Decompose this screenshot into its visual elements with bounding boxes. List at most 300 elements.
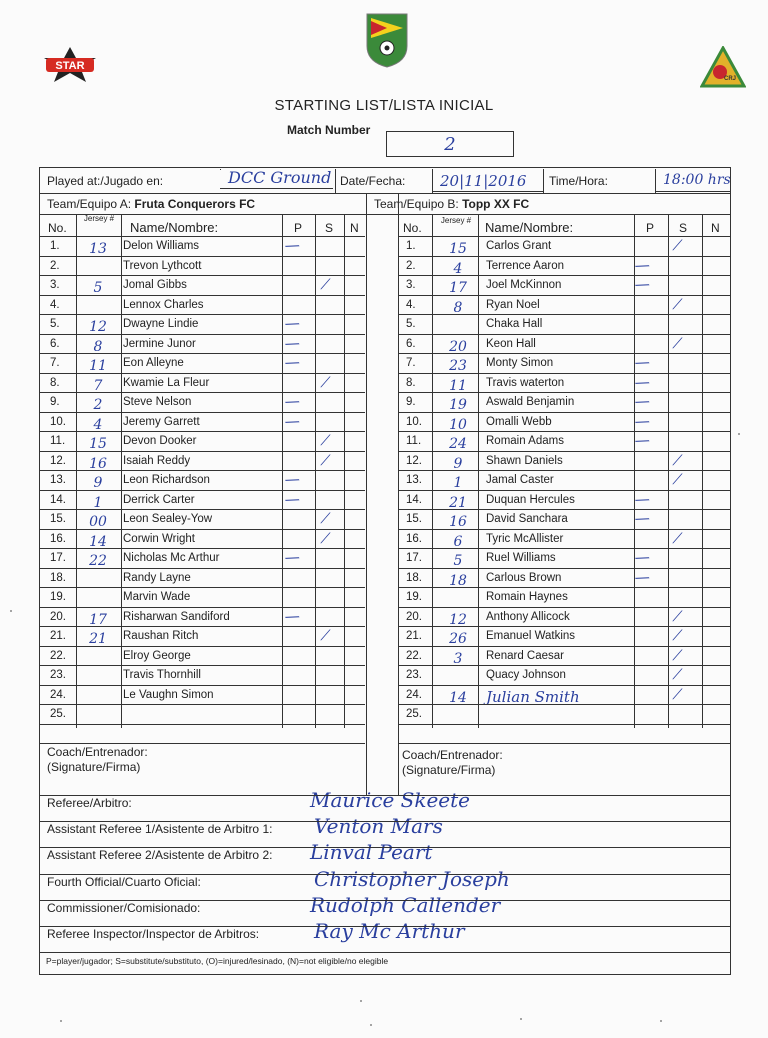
- jersey-number[interactable]: 1: [93, 494, 103, 511]
- row-number: 8.: [406, 376, 416, 389]
- team-a-signature-label: (Signature/Firma): [47, 760, 141, 774]
- row-number: 18.: [406, 571, 422, 584]
- row-number: 23.: [406, 669, 422, 681]
- grid-line: [39, 626, 365, 627]
- grid-line: [398, 724, 731, 725]
- player-name: Renard Caesar: [486, 649, 564, 662]
- row-number: 25.: [50, 708, 66, 720]
- jersey-number[interactable]: 20: [449, 338, 467, 355]
- match-number-label: Match Number: [287, 123, 371, 137]
- grid-line: [39, 256, 365, 257]
- official-name[interactable]: Rudolph Callender: [310, 892, 501, 917]
- substitute-check-mark[interactable]: /: [672, 667, 683, 682]
- player-check-mark[interactable]: /: [633, 570, 652, 585]
- grid-line: [220, 169, 221, 170]
- player-check-mark[interactable]: /: [283, 336, 302, 351]
- paper-speck: [360, 1000, 362, 1002]
- jersey-number[interactable]: 3: [453, 650, 463, 667]
- player-name: Romain Adams: [486, 435, 564, 447]
- team-b-col-name: Name/Nombre:: [485, 220, 574, 235]
- row-number: 13.: [406, 474, 422, 486]
- grid-line: [398, 334, 731, 335]
- grid-line: [398, 568, 731, 569]
- time-value[interactable]: 18:00 hrs: [663, 172, 731, 188]
- player-name: Raushan Ritch: [123, 630, 199, 642]
- grid-line: [398, 509, 731, 510]
- row-number: 3.: [406, 279, 416, 291]
- team-b-name: Topp XX FC: [462, 197, 530, 211]
- grid-line: [220, 188, 333, 189]
- jersey-number[interactable]: 21: [449, 494, 467, 511]
- substitute-check-mark[interactable]: /: [672, 686, 683, 702]
- player-check-mark[interactable]: /: [283, 551, 302, 565]
- grid-line: [39, 743, 365, 744]
- grid-line: [39, 724, 365, 725]
- jersey-number[interactable]: 16: [89, 455, 107, 472]
- grid-line: [39, 568, 365, 569]
- player-name: Leon Richardson: [123, 474, 210, 486]
- row-number: 22.: [50, 649, 66, 662]
- row-number: 25.: [406, 708, 422, 720]
- jersey-number[interactable]: 5: [93, 280, 103, 296]
- jersey-number[interactable]: 12: [449, 611, 467, 628]
- player-name: Anthony Allicock: [486, 610, 570, 623]
- jersey-number[interactable]: 2: [93, 397, 103, 413]
- player-name: Travis Thornhill: [123, 669, 201, 681]
- row-number: 21.: [50, 630, 66, 642]
- grid-line: [398, 193, 399, 795]
- grid-line: [478, 214, 479, 728]
- player-name: Risharwan Sandiford: [123, 610, 230, 623]
- jersey-number[interactable]: 5: [453, 553, 463, 569]
- paper-speck: [370, 1024, 372, 1026]
- row-number: 19.: [50, 591, 66, 603]
- grid-line: [366, 193, 367, 795]
- row-number: 7.: [50, 357, 60, 369]
- team-a-col-no: No.: [48, 221, 67, 235]
- row-number: 13.: [50, 474, 66, 486]
- grid-line: [39, 353, 365, 354]
- team-b-col-s: S: [679, 221, 688, 235]
- player-name: Terrence Aaron: [486, 259, 564, 272]
- grid-line: [39, 795, 731, 796]
- grid-line: [39, 295, 365, 296]
- club-logo: [700, 46, 746, 90]
- grid-line: [398, 470, 731, 471]
- date-label: Date/Fecha:: [340, 174, 406, 188]
- grid-line: [39, 952, 731, 953]
- jersey-number[interactable]: 24: [449, 436, 467, 452]
- player-name: Jeremy Garrett: [123, 415, 200, 428]
- substitute-check-mark[interactable]: /: [672, 608, 683, 624]
- player-check-mark[interactable]: /: [633, 356, 652, 370]
- player-check-mark[interactable]: /: [633, 512, 652, 526]
- grid-line: [39, 900, 731, 901]
- legend: P=player/jugador; S=substitute/substituto, (O)=injured/lesinado, (N)=not eligible/no elegible: [46, 956, 389, 966]
- player-name: Eon Alleyne: [123, 357, 184, 369]
- grid-line: [39, 509, 365, 510]
- team-b-col-no: No.: [403, 221, 422, 235]
- row-number: 12.: [50, 454, 66, 467]
- team-b-label: Team/Equipo B:: [374, 197, 459, 211]
- player-check-mark[interactable]: /: [283, 239, 302, 253]
- grid-line: [39, 685, 365, 686]
- player-name: Randy Layne: [123, 571, 191, 584]
- grid-line: [39, 451, 365, 452]
- jersey-number[interactable]: 7: [93, 377, 103, 394]
- substitute-check-mark[interactable]: /: [672, 628, 683, 643]
- grid-line: [432, 214, 433, 728]
- grid-line: [39, 392, 365, 393]
- player-name: Keon Hall: [486, 337, 536, 350]
- jersey-number[interactable]: 21: [89, 631, 107, 647]
- player-name: Joel McKinnon: [486, 279, 562, 291]
- player-name: Trevon Lythcott: [123, 259, 202, 272]
- grid-line: [398, 295, 731, 296]
- official-label: Fourth Official/Cuarto Oficial:: [47, 874, 201, 889]
- grid-line: [398, 451, 731, 452]
- player-name: Carlous Brown: [486, 571, 562, 584]
- official-name[interactable]: Maurice Skeete: [310, 788, 470, 812]
- player-name: Devon Dooker: [123, 435, 197, 447]
- row-number: 10.: [406, 415, 422, 428]
- player-check-mark[interactable]: /: [283, 609, 302, 624]
- team-b-col-jersey: Jersey #: [440, 216, 472, 225]
- grid-line: [282, 214, 283, 728]
- grid-line: [39, 193, 731, 194]
- grid-line: [398, 743, 731, 744]
- grid-line: [39, 607, 365, 608]
- row-number: 3.: [50, 279, 60, 291]
- player-name: Kwamie La Fleur: [123, 376, 210, 389]
- player-name: Emanuel Watkins: [486, 630, 576, 642]
- jersey-number[interactable]: 13: [89, 241, 107, 257]
- player-check-mark[interactable]: /: [633, 278, 652, 292]
- grid-line: [398, 704, 731, 705]
- page-title: STARTING LIST/LISTA INICIAL: [274, 97, 494, 114]
- row-number: 12.: [406, 454, 422, 467]
- player-name: Quacy Johnson: [486, 669, 566, 681]
- row-number: 15.: [50, 513, 66, 525]
- row-number: 6.: [50, 337, 60, 350]
- grid-line: [39, 529, 365, 530]
- grid-line: [39, 847, 731, 848]
- row-number: 6.: [406, 337, 416, 350]
- row-number: 17.: [406, 552, 422, 564]
- player-check-mark[interactable]: /: [283, 317, 302, 331]
- grid-line: [398, 490, 731, 491]
- row-number: 20.: [50, 610, 66, 623]
- team-a-col-name: Name/Nombre:: [130, 220, 219, 235]
- jersey-number[interactable]: 4: [453, 260, 463, 277]
- official-label: Assistant Referee 1/Asistente de Arbitro 1:: [47, 822, 273, 837]
- official-label: Commissioner/Comisionado:: [47, 900, 201, 915]
- grid-line: [634, 214, 635, 728]
- grid-line: [39, 548, 365, 549]
- grid-line: [398, 626, 731, 627]
- player-name: Jomal Gibbs: [123, 279, 187, 291]
- substitute-check-mark[interactable]: /: [320, 452, 331, 468]
- player-check-mark[interactable]: /: [633, 375, 652, 390]
- player-check-mark[interactable]: /: [283, 414, 302, 429]
- star-logo: [42, 46, 98, 84]
- paper-speck: [660, 1020, 662, 1022]
- player-name: Omalli Webb: [486, 415, 552, 428]
- grid-line: [543, 169, 544, 193]
- jersey-number[interactable]: 9: [93, 475, 103, 491]
- official-label: Assistant Referee 2/Asistente de Arbitro 2:: [47, 848, 273, 863]
- row-number: 22.: [406, 649, 422, 662]
- match-number-value: 2: [444, 134, 456, 155]
- team-a-col-n: N: [350, 221, 359, 235]
- substitute-check-mark[interactable]: /: [672, 238, 683, 253]
- player-check-mark[interactable]: /: [633, 551, 652, 565]
- official-name[interactable]: Christopher Joseph: [314, 866, 510, 891]
- grid-line: [39, 412, 365, 413]
- grid-line: [39, 373, 365, 374]
- substitute-check-mark[interactable]: /: [672, 296, 683, 312]
- official-name[interactable]: Ray Mc Arthur: [314, 919, 465, 943]
- row-number: 14.: [50, 493, 66, 506]
- substitute-check-mark[interactable]: /: [672, 530, 683, 546]
- row-number: 24.: [406, 688, 422, 701]
- row-number: 17.: [50, 552, 66, 564]
- team-a-label: Team/Equipo A:: [47, 197, 132, 211]
- jersey-number[interactable]: 00: [89, 514, 107, 530]
- player-name: Monty Simon: [486, 357, 554, 369]
- substitute-check-mark[interactable]: /: [320, 511, 331, 526]
- match-number-field[interactable]: [386, 131, 514, 157]
- jersey-number[interactable]: 4: [93, 416, 103, 433]
- grid-line: [398, 431, 731, 432]
- player-check-mark[interactable]: /: [283, 492, 302, 507]
- team-a-col-s: S: [325, 221, 334, 235]
- grid-line: [39, 314, 365, 315]
- grid-line: [398, 665, 731, 666]
- grid-line: [39, 874, 731, 875]
- grid-line: [398, 236, 731, 237]
- row-number: 10.: [50, 415, 66, 428]
- grid-line: [39, 665, 365, 666]
- substitute-check-mark[interactable]: /: [320, 374, 331, 390]
- player-name: Jamal Caster: [486, 474, 554, 486]
- row-number: 14.: [406, 493, 422, 506]
- jersey-number[interactable]: 14: [449, 689, 467, 706]
- official-name[interactable]: Venton Mars: [314, 814, 443, 839]
- jersey-number[interactable]: 11: [449, 377, 467, 394]
- player-name: Jermine Junor: [123, 337, 196, 350]
- grid-line: [39, 704, 365, 705]
- grid-line: [398, 646, 731, 647]
- player-name: Leon Sealey-Yow: [123, 513, 213, 525]
- player-name: Elroy George: [123, 649, 191, 662]
- substitute-check-mark[interactable]: /: [672, 647, 683, 663]
- row-number: 18.: [50, 571, 66, 584]
- player-name: Isaiah Reddy: [123, 454, 191, 467]
- substitute-check-mark[interactable]: /: [320, 433, 331, 448]
- grid-line: [398, 373, 731, 374]
- team-a-col-jersey: Jersey #: [83, 214, 115, 223]
- grid-line: [398, 392, 731, 393]
- row-number: 7.: [406, 357, 416, 369]
- jersey-number[interactable]: 26: [449, 631, 467, 647]
- date-value[interactable]: 20|11|2016: [440, 172, 527, 190]
- player-name: Marvin Wade: [123, 591, 191, 603]
- grid-line: [39, 334, 365, 335]
- substitute-check-mark[interactable]: /: [672, 472, 683, 487]
- grid-line: [121, 214, 122, 728]
- player-name: Shawn Daniels: [486, 454, 563, 467]
- grid-line: [315, 214, 316, 728]
- player-name: Lennox Charles: [123, 298, 204, 311]
- row-number: 9.: [406, 396, 416, 408]
- grid-line: [655, 191, 731, 192]
- player-name: Steve Nelson: [123, 396, 192, 408]
- player-check-mark[interactable]: /: [283, 473, 302, 487]
- row-number: 15.: [406, 513, 422, 525]
- jersey-number[interactable]: 16: [449, 514, 467, 530]
- substitute-check-mark[interactable]: /: [320, 628, 331, 643]
- jersey-number[interactable]: 9: [453, 455, 463, 472]
- player-name: Chaka Hall: [486, 318, 543, 330]
- jersey-number[interactable]: 1: [453, 475, 463, 491]
- player-check-mark[interactable]: /: [633, 434, 652, 448]
- jersey-number[interactable]: 6: [453, 533, 463, 550]
- row-number: 11.: [50, 435, 66, 447]
- grid-line: [702, 214, 703, 728]
- official-label: Referee/Arbitro:: [47, 796, 132, 810]
- player-check-mark[interactable]: /: [633, 258, 652, 273]
- grid-line: [344, 214, 345, 728]
- team-a-coach-block[interactable]: [47, 745, 148, 775]
- row-number: 1.: [50, 240, 60, 252]
- grid-line: [432, 191, 544, 192]
- grid-line: [39, 490, 365, 491]
- grid-line: [398, 256, 731, 257]
- jersey-number[interactable]: 8: [93, 338, 103, 355]
- player-check-mark[interactable]: /: [633, 414, 652, 429]
- jersey-number[interactable]: 12: [89, 319, 107, 335]
- player-name: Tyric McAllister: [486, 532, 564, 545]
- row-number: 2.: [50, 259, 60, 272]
- player-check-mark[interactable]: /: [283, 356, 302, 370]
- substitute-check-mark[interactable]: /: [320, 530, 331, 546]
- paper-speck: [520, 1018, 522, 1020]
- row-number: 5.: [406, 318, 416, 330]
- team-a-col-p: P: [294, 221, 303, 235]
- paper-speck: [10, 610, 12, 612]
- jersey-number[interactable]: 15: [449, 241, 467, 257]
- grid-line: [39, 470, 365, 471]
- grid-line: [398, 587, 731, 588]
- row-number: 20.: [406, 610, 422, 623]
- player-check-mark[interactable]: /: [633, 395, 652, 409]
- player-name: Carlos Grant: [486, 240, 552, 252]
- team-a-name: Fruta Conquerors FC: [134, 197, 256, 211]
- team-b-coach-block[interactable]: [402, 748, 503, 778]
- player-name: Delon Williams: [123, 240, 200, 252]
- player-name: Duquan Hercules: [486, 493, 575, 506]
- row-number: 23.: [50, 669, 66, 681]
- player-name: Travis waterton: [486, 376, 565, 389]
- row-number: 4.: [50, 298, 60, 311]
- grid-line: [39, 926, 731, 927]
- jersey-number[interactable]: 14: [89, 533, 107, 550]
- row-number: 16.: [406, 532, 422, 545]
- grid-line: [398, 529, 731, 530]
- row-number: 8.: [50, 376, 60, 389]
- grid-line: [398, 314, 731, 315]
- player-name: Aswald Benjamin: [486, 396, 575, 408]
- jersey-number[interactable]: 19: [449, 397, 467, 413]
- time-label: Time/Hora:: [549, 174, 608, 188]
- row-number: 21.: [406, 630, 422, 642]
- player-name: Derrick Carter: [123, 493, 195, 506]
- jersey-number[interactable]: 8: [453, 299, 463, 316]
- grid-line: [398, 412, 731, 413]
- jersey-number[interactable]: 15: [89, 436, 107, 452]
- grid-line: [398, 607, 731, 608]
- paper-speck: [60, 1020, 62, 1022]
- substitute-check-mark[interactable]: /: [320, 277, 331, 292]
- row-number: 16.: [50, 532, 66, 545]
- grid-line: [432, 169, 433, 193]
- jersey-number[interactable]: 17: [449, 280, 467, 296]
- team-b-signature-label: (Signature/Firma): [402, 763, 496, 777]
- jersey-number[interactable]: 17: [89, 611, 107, 628]
- grid-line: [39, 275, 365, 276]
- row-number: 5.: [50, 318, 60, 330]
- grid-line: [76, 214, 77, 728]
- team-b-col-p: P: [646, 221, 655, 235]
- grid-line: [335, 169, 336, 193]
- grid-line: [39, 214, 731, 215]
- jersey-number[interactable]: 11: [89, 358, 107, 374]
- jersey-number[interactable]: 23: [449, 358, 467, 374]
- row-number: 1.: [406, 240, 416, 252]
- grid-line: [398, 275, 731, 276]
- grid-line: [39, 821, 731, 822]
- row-number: 2.: [406, 259, 416, 272]
- row-number: 9.: [50, 396, 60, 408]
- team-b-col-n: N: [711, 221, 720, 235]
- jersey-number[interactable]: 10: [449, 416, 467, 433]
- played-at-value[interactable]: DCC Ground: [228, 168, 332, 187]
- substitute-check-mark[interactable]: /: [672, 335, 683, 351]
- paper-speck: [738, 433, 740, 435]
- grid-line: [398, 548, 731, 549]
- player-name: David Sanchara: [486, 513, 568, 525]
- jersey-number[interactable]: 22: [89, 553, 107, 569]
- grid-line: [39, 236, 365, 237]
- player-name: Romain Haynes: [486, 591, 568, 603]
- player-name: Corwin Wright: [123, 532, 195, 545]
- substitute-check-mark[interactable]: /: [672, 452, 683, 468]
- grid-line: [668, 214, 669, 728]
- player-check-mark[interactable]: /: [283, 395, 302, 409]
- player-check-mark[interactable]: /: [633, 492, 652, 507]
- star-logo-text: STAR: [55, 60, 85, 72]
- grid-line: [398, 353, 731, 354]
- player-name: Ryan Noel: [486, 298, 540, 311]
- team-b-coach-label: Coach/Entrenador:: [402, 748, 503, 762]
- player-name: Nicholas Mc Arthur: [123, 552, 220, 564]
- jersey-number[interactable]: 18: [449, 572, 467, 589]
- player-name: Le Vaughn Simon: [123, 688, 214, 701]
- guyana-fa-crest: [365, 12, 409, 68]
- row-number: 24.: [50, 688, 66, 701]
- official-name[interactable]: Linval Peart: [310, 840, 433, 865]
